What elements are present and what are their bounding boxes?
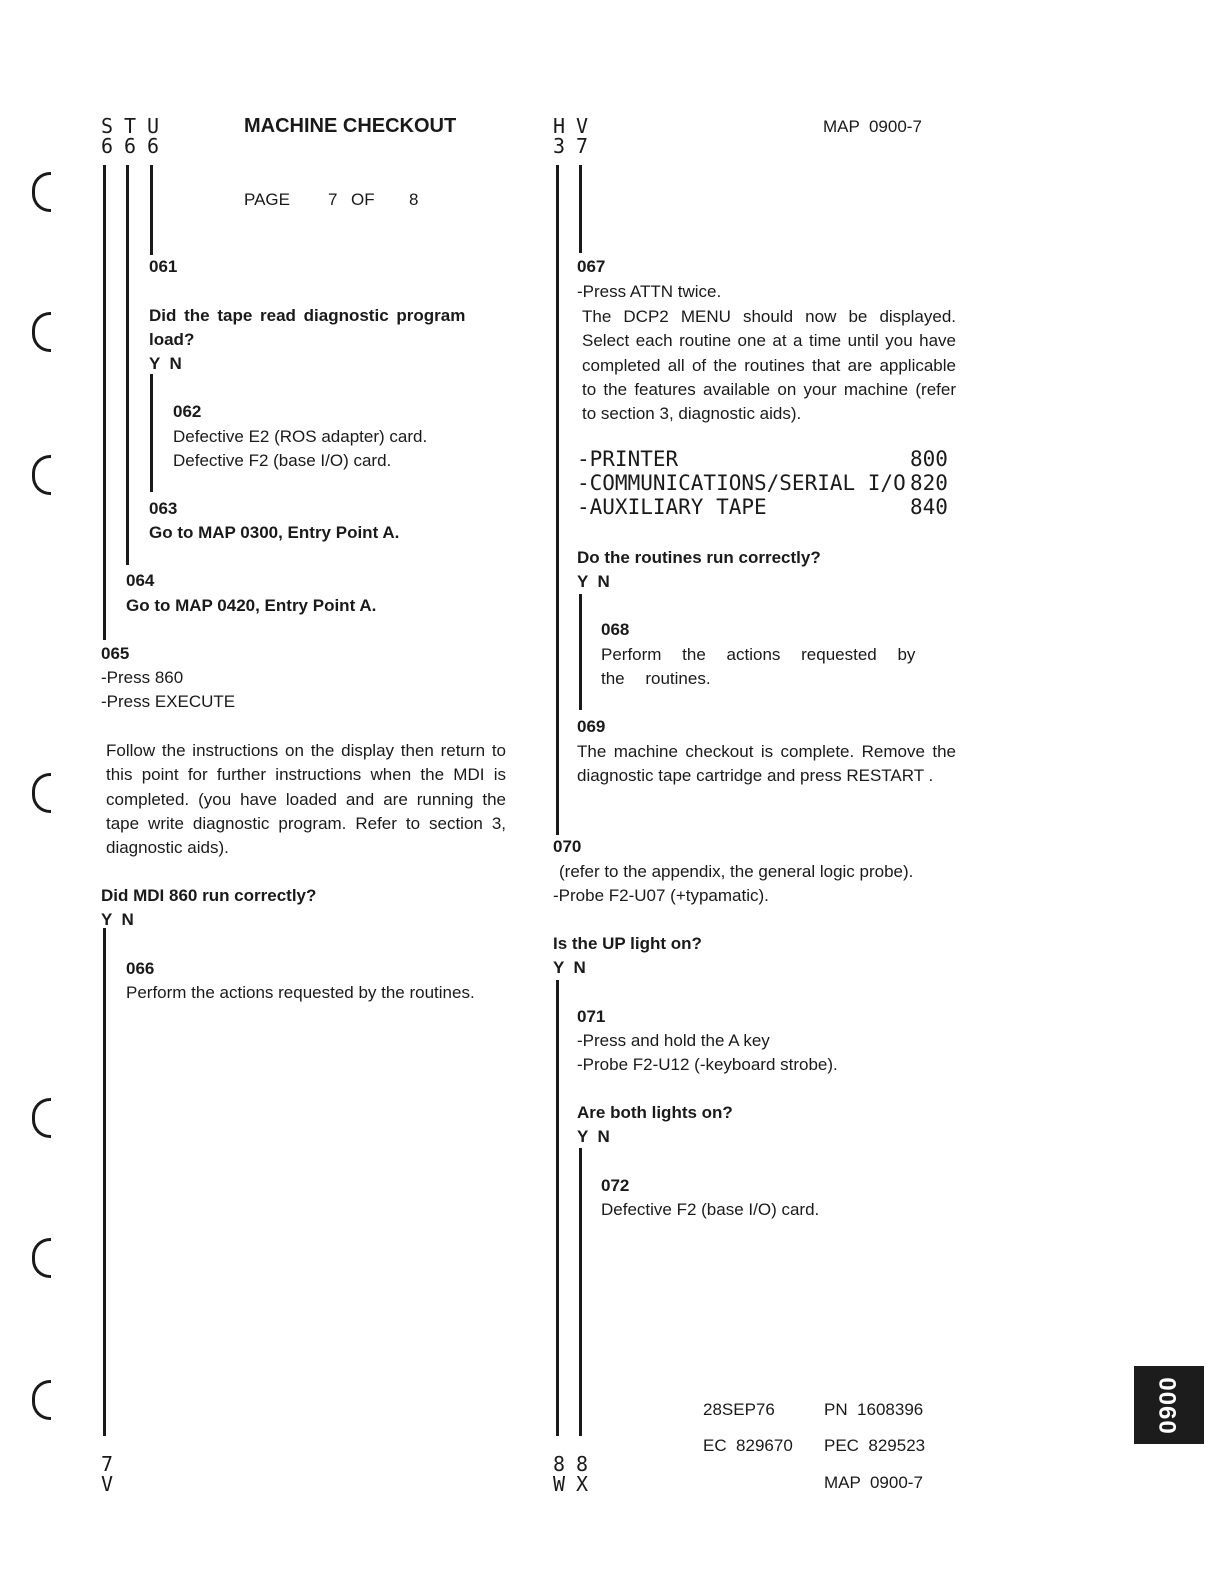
- binding-mark: [32, 455, 51, 495]
- routine-code: 820: [910, 471, 948, 495]
- action-text: -Press and hold the A key: [577, 1031, 770, 1050]
- action-text: Defective F2 (base I/O) card.: [601, 1200, 820, 1219]
- routine-code: 840: [910, 495, 948, 519]
- action-text: -Probe F2-U07 (+typamatic).: [553, 886, 769, 905]
- goto-text: Go to MAP 0420, Entry Point A.: [126, 596, 377, 615]
- flow-line: [556, 980, 559, 1436]
- question-text: load?: [149, 330, 195, 349]
- binding-mark: [32, 1098, 51, 1138]
- action-text: Defective F2 (base I/O) card.: [173, 451, 392, 470]
- step-number: 065: [101, 644, 130, 663]
- instruction-paragraph: The DCP2 MENU should now be displayed. Select each routine one at a time until you have completed all of the routines that are applicable to the features available on your machine (refer to section 3, diagnostic aids).: [582, 307, 956, 424]
- action-text: -Press ATTN twice.: [577, 282, 722, 301]
- page-number: 7: [328, 190, 338, 209]
- offpage-ref-number: 7: [101, 1452, 114, 1476]
- offpage-ref-letter: V: [101, 1472, 114, 1496]
- step-number: 061: [149, 257, 178, 276]
- step-number: 070: [553, 837, 582, 856]
- offpage-ref-letter: X: [576, 1472, 589, 1496]
- question-text: Did MDI 860 run correctly?: [101, 886, 317, 905]
- offpage-ref-letter: H: [553, 114, 566, 138]
- offpage-ref-letter: T: [124, 114, 137, 138]
- routine-code: 800: [910, 447, 948, 471]
- map-id: MAP 0900-7: [823, 117, 922, 136]
- flow-line: [579, 1148, 582, 1436]
- question-text: Do the routines run correctly?: [577, 548, 821, 567]
- section-tab-label: 0900: [1155, 1376, 1182, 1434]
- flow-line: [103, 165, 106, 640]
- action-text: Defective E2 (ROS adapter) card.: [173, 427, 428, 446]
- flow-line: [150, 165, 153, 255]
- action-text: -Probe F2-U12 (-keyboard strobe).: [577, 1055, 838, 1074]
- offpage-ref-number: 8: [553, 1452, 566, 1476]
- offpage-ref-number: 6: [124, 134, 137, 158]
- routine-name: -PRINTER: [577, 447, 679, 471]
- question-text: Are both lights on?: [577, 1103, 733, 1122]
- footer-map-id: MAP 0900-7: [824, 1473, 923, 1492]
- goto-text: Go to MAP 0300, Entry Point A.: [149, 523, 400, 542]
- footer-ec-number: EC 829670: [703, 1436, 793, 1455]
- section-tab: [1134, 1366, 1204, 1444]
- yes-no-branch: Y N: [553, 958, 586, 977]
- offpage-ref-number: 6: [147, 134, 160, 158]
- step-number: 064: [126, 571, 155, 590]
- binding-mark: [32, 312, 51, 352]
- flow-line: [150, 374, 153, 492]
- instruction-paragraph: Follow the instructions on the display then return to this point for further instructions when the MDI is completed. (you have loaded and are running the tape write diagnostic program. Refer to section 3, diagnostic aids).: [106, 741, 506, 858]
- action-text: -Press EXECUTE: [101, 692, 236, 711]
- page-title: MACHINE CHECKOUT: [244, 115, 457, 137]
- routine-name: -COMMUNICATIONS/SERIAL I/O: [577, 471, 906, 495]
- offpage-ref-number: 6: [101, 134, 114, 158]
- offpage-ref-letter: S: [101, 114, 114, 138]
- binding-mark: [32, 1380, 51, 1420]
- flow-line: [556, 165, 559, 835]
- step-number: 071: [577, 1007, 606, 1026]
- step-number: 072: [601, 1176, 630, 1195]
- yes-no-branch: Y N: [577, 572, 610, 591]
- offpage-ref-number: 8: [576, 1452, 589, 1476]
- step-number: 062: [173, 402, 202, 421]
- binding-mark: [32, 172, 51, 212]
- step-number: 063: [149, 499, 178, 518]
- question-text: Did the tape read diagnostic program: [149, 306, 466, 325]
- step-number: 069: [577, 717, 606, 736]
- binding-mark: [32, 773, 51, 813]
- action-text: Perform the actions requested by the routines.: [601, 645, 916, 689]
- page-label: PAGE: [244, 190, 290, 209]
- offpage-ref-letter: V: [576, 114, 589, 138]
- step-number: 068: [601, 620, 630, 639]
- offpage-ref-letter: W: [553, 1472, 566, 1496]
- action-text: Perform the actions requested by the routines.: [126, 983, 475, 1002]
- page-total: 8: [409, 190, 419, 209]
- routine-name: -AUXILIARY TAPE: [577, 495, 767, 519]
- step-number: 067: [577, 257, 606, 276]
- footer-part-number: PN 1608396: [824, 1400, 924, 1419]
- offpage-ref-number: 3: [553, 134, 566, 158]
- page-of-label: OF: [351, 190, 375, 209]
- yes-no-branch: Y N: [149, 354, 182, 373]
- footer-pec-number: PEC 829523: [824, 1436, 926, 1455]
- step-number: 066: [126, 959, 155, 978]
- flow-line: [126, 165, 129, 565]
- instruction-paragraph: The machine checkout is complete. Remove the diagnostic tape cartridge and press RESTART .: [577, 742, 956, 786]
- footer-date: 28SEP76: [703, 1400, 775, 1419]
- flow-line: [579, 165, 582, 253]
- action-text: (refer to the appendix, the general logic probe).: [559, 862, 914, 881]
- binding-mark: [32, 1238, 51, 1278]
- flow-line: [579, 594, 582, 710]
- offpage-ref-letter: U: [147, 114, 160, 138]
- question-text: Is the UP light on?: [553, 934, 702, 953]
- yes-no-branch: Y N: [101, 910, 134, 929]
- offpage-ref-number: 7: [576, 134, 589, 158]
- action-text: -Press 860: [101, 668, 184, 687]
- yes-no-branch: Y N: [577, 1127, 610, 1146]
- flow-line: [103, 928, 106, 1436]
